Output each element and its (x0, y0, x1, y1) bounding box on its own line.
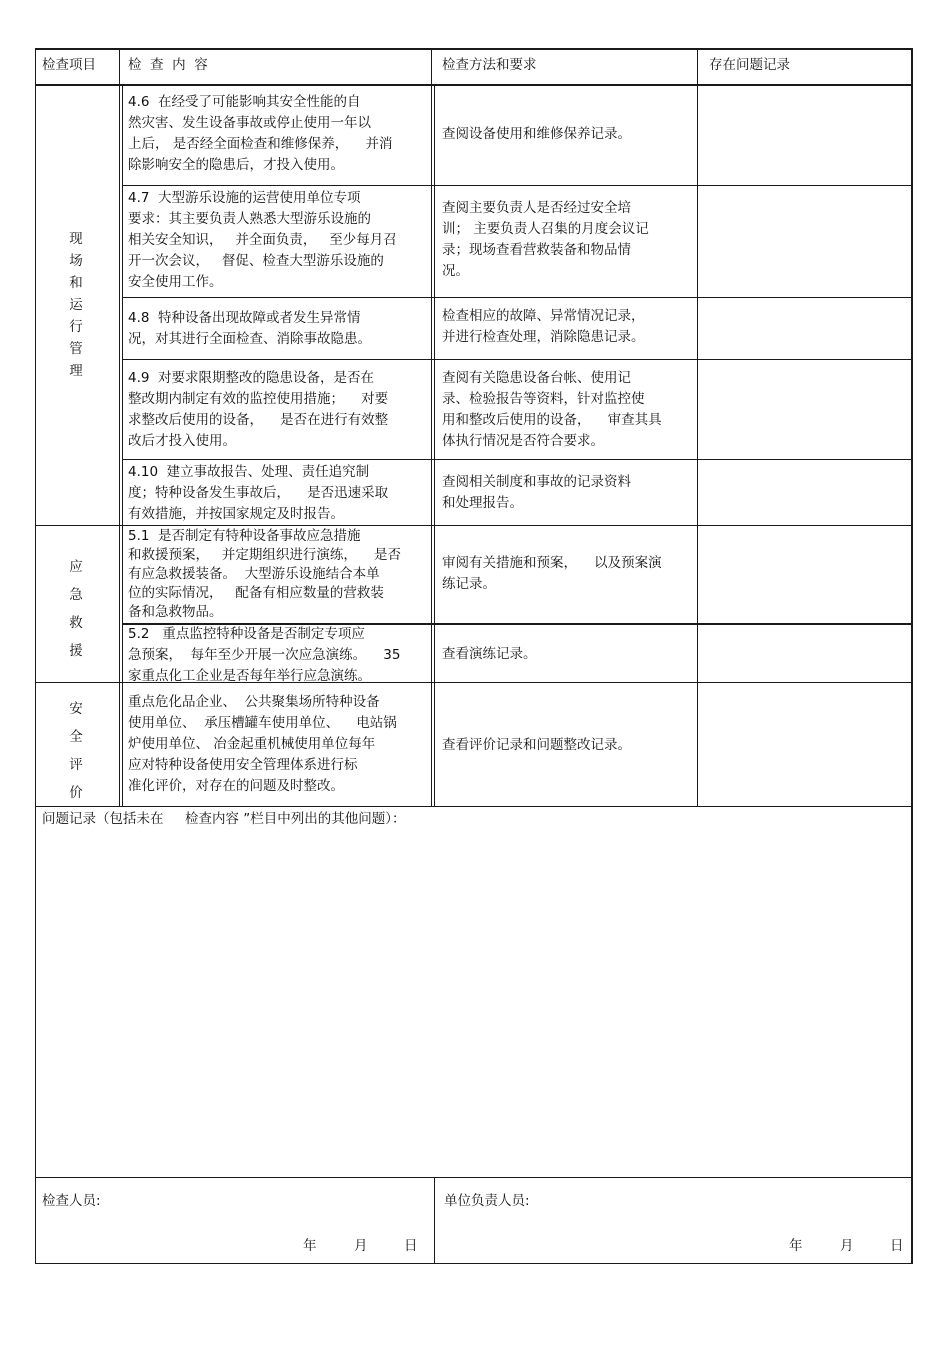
inspector-month: 月 (354, 1238, 368, 1254)
inspector-year: 年 (303, 1238, 317, 1254)
row-4-7-content: 4.7 大型游乐设施的运营使用单位专项 要求：其主要负责人熟悉大型游乐设施的 相关安全知识， 并全面负责， 至少每月召 开一次会议， 督促、检查大型游乐设施的 安全使用工作。 (128, 190, 397, 290)
col-divider-1b (122, 86, 123, 806)
row-4-6-content: 4.6 在经受了可能影响其安全性能的自 然灾害、发生设备事故或停止使用一年以 上后， 是否经全面检查和维修保养， 并消 除影响安全的隐患后，才投入使用。 (128, 94, 393, 173)
header-divider (35, 84, 912, 86)
row-line (122, 459, 911, 460)
unit-day: 日 (890, 1238, 904, 1254)
row-4-8-method: 检查相应的故障、异常情况记录， 并进行检查处理，消除隐患记录。 (442, 308, 645, 345)
row-5-2-method: 查看演练记录。 (442, 646, 537, 662)
row-5-2-content: 5.2 重点监控特种设备是否制定专项应 急预案， 每年至少开展一次应急演练。 35 家重点化工企业是否每年举行应急演练。 (128, 626, 401, 684)
col-divider-2b (434, 86, 435, 806)
border-bottom (35, 1263, 912, 1264)
row-5-1-method: 审阅有关措施和预案， 以及预案演 练记录。 (442, 555, 662, 592)
row-line (122, 297, 911, 298)
problem-record-area[interactable] (38, 832, 908, 1174)
border-right (911, 48, 913, 1264)
category-emergency-rescue: 应 急 救 援 (69, 559, 83, 659)
col-divider-3 (697, 48, 698, 807)
unit-year: 年 (789, 1238, 803, 1254)
signature-top-line (35, 1177, 912, 1178)
row-line (122, 185, 911, 186)
row-5-1-content: 5.1 是否制定有特种设备事故应急措施 和救援预案， 并定期组织进行演练， 是否 有应急救援装备。 大型游乐设施结合本单 位的实际情况， 配备有相应数量的营救装 备和急救物品。 (128, 528, 402, 620)
category-safety-evaluation: 安 全 评 价 (69, 701, 83, 801)
row-4-10-content: 4.10 建立事故报告、处理、责任追究制 度；特种设备发生事故后， 是否迅速采取 有效措施，并按国家规定及时报告。 (128, 464, 389, 522)
row-4-6-method: 查阅设备使用和维修保养记录。 (442, 126, 631, 142)
col-divider-1 (119, 48, 120, 807)
header-issues: 存在问题记录 (709, 57, 790, 73)
header-method: 检查方法和要求 (442, 57, 537, 73)
unit-month: 月 (840, 1238, 854, 1254)
header-item: 检查项目 (42, 57, 96, 73)
row-4-8-content: 4.8 特种设备出现故障或者发生异常情 况，对其进行全面检查、消除事故隐患。 (128, 310, 371, 347)
inspector-label: 检查人员: (42, 1193, 101, 1209)
row-safety-evaluation-method: 查看评价记录和问题整改记录。 (442, 737, 631, 753)
row-line (122, 359, 911, 360)
unit-responsible-label: 单位负责人员: (444, 1193, 530, 1209)
problem-record-label: 问题记录（包括未在 检查内容 ”栏目中列出的其他问题）： (42, 811, 406, 827)
section-line (35, 525, 912, 526)
inspector-day: 日 (404, 1238, 418, 1254)
header-content: 检 查 内 容 (128, 57, 208, 73)
border-top (35, 48, 912, 50)
col-divider-2 (431, 48, 432, 807)
row-4-10-method: 查阅相关制度和事故的记录资料 和处理报告。 (442, 474, 631, 511)
row-4-9-method: 查阅有关隐患设备台帐、使用记 录、检验报告等资料，针对监控使 用和整改后使用的设备， 审查其具 体执行情况是否符合要求。 (442, 370, 662, 449)
row-4-7-method: 查阅主要负责人是否经过安全培 训； 主要负责人召集的月度会议记 录；现场查看营救装备和物品情 况。 (442, 200, 649, 279)
signature-divider (434, 1177, 435, 1264)
row-4-9-content: 4.9 对要求限期整改的隐患设备，是否在 整改期内制定有效的监控使用措施； 对要 求整改后使用的设备， 是否在进行有效整 改后才投入使用。 (128, 370, 389, 449)
category-onsite-operation: 现 场 和 运 行 管 理 (69, 231, 83, 379)
table-bottom-line (35, 806, 912, 807)
row-safety-evaluation-content: 重点危化品企业、 公共聚集场所特种设备 使用单位、 承压槽罐车使用单位、 电站锅 炉使用单位、 冶金起重机械使用单位每年 应对特种设备使用安全管理体系进行标 准化评价，对存在的问题及时整改。 (128, 694, 397, 794)
border-left (35, 48, 36, 1264)
